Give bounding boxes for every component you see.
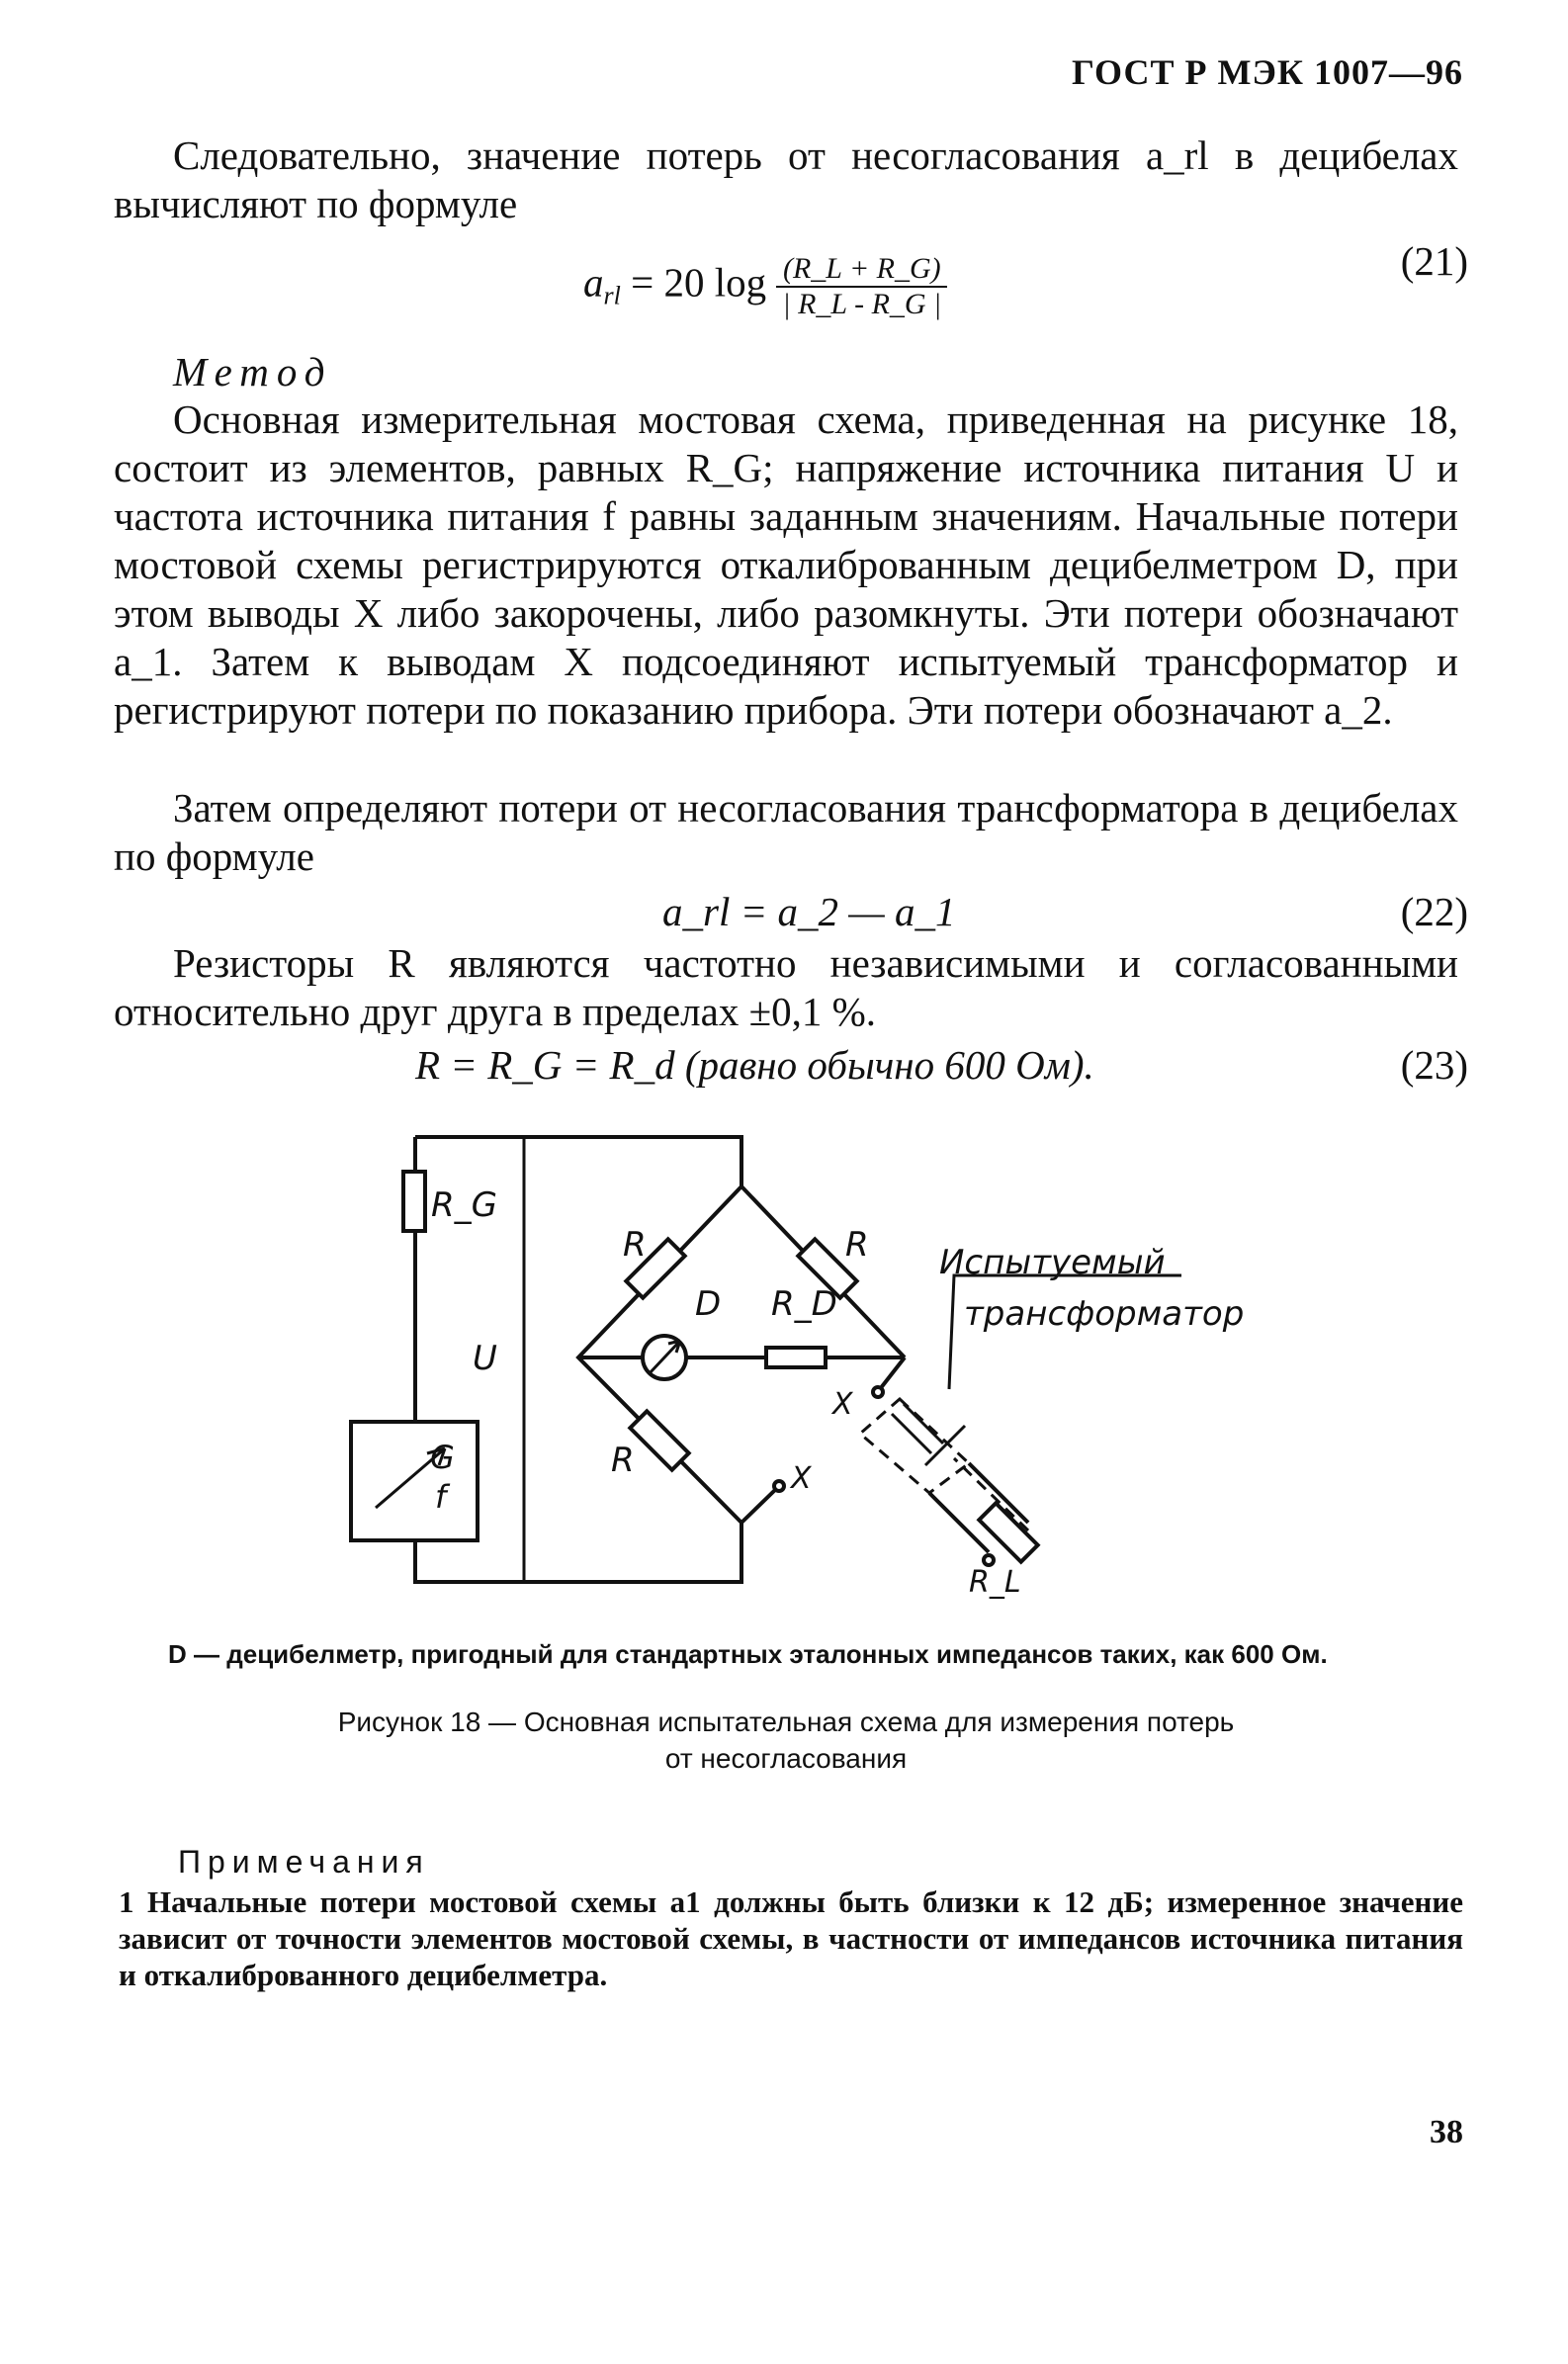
transformer-winding-1 [892, 1404, 943, 1453]
equation-22-number: (22) [1400, 889, 1468, 934]
paragraph-loss-formula-intro: Следовательно, значение потерь от несогласования a_rl в децибелах вычисляют по формуле [114, 132, 1458, 226]
paragraph-method-description: Основная измерительная мостовая схема, приведенная на рисунке 18, состоит из элементов, равных R_G; напряжение источника питания U и частота источника питания f равны заданным значениям. Начальные потери мостовой схемы регистрируются откалиброванным децибелметром D, при этом выводы X либо закорочены, либо разомкнуты. Эти потери обозначают a_1. Затем к выводам X подсоединяют испытуемый трансформатор и регистрируют потери по показанию прибора. Эти потери обозначают a_2. [114, 396, 1458, 733]
figure-caption-line2: от несогласования [664, 1743, 908, 1774]
equation-21 [583, 252, 947, 321]
meter-needle [649, 1341, 680, 1374]
equation-23: R = R_G = R_d (равно обычно 600 Ом). [415, 1042, 1094, 1088]
label-f: f [435, 1478, 447, 1516]
wire-top [415, 1137, 741, 1186]
label-rd: R_D [771, 1284, 837, 1324]
wire-bottom [415, 1523, 741, 1582]
label-u: U [473, 1339, 497, 1378]
notes-heading: Примечания [178, 1844, 430, 1880]
eq21-lhs: a [583, 259, 604, 306]
wire-x-top [880, 1357, 905, 1389]
label-tested-line1: Испытуемый [939, 1243, 1166, 1282]
eq21-mid: = 20 log [620, 259, 777, 306]
figure-caption-line1: Рисунок 18 — Основная испытательная схема для измерения потерь [337, 1707, 1235, 1737]
bridge-left-arms [578, 1186, 741, 1523]
equation-21-number: (21) [1400, 238, 1468, 284]
label-r-top-left: R [623, 1225, 647, 1265]
bridge-circuit-diagram [336, 1117, 1246, 1621]
resistor-r-bottom-left [630, 1411, 688, 1469]
eq21-denominator: | R_L - R_G | [782, 288, 942, 320]
resistor-rd [766, 1348, 826, 1367]
bridge-right-bottom-stub [741, 1489, 776, 1523]
label-r-bottom-left: R [611, 1441, 635, 1480]
terminal-x-bottom [774, 1481, 784, 1491]
label-x-bottom: X [791, 1461, 812, 1496]
resistor-rg [403, 1172, 425, 1231]
page-number: 38 [1430, 2114, 1463, 2150]
label-rl: R_L [969, 1565, 1021, 1600]
figure-legend-note: D — децибелметр, пригодный для стандартных эталонных импедансов таких, как 600 Ом. [168, 1639, 1328, 1669]
paragraph-mismatch-formula-intro: Затем определяют потери от несогласования трансформатора в децибелах по формуле [114, 785, 1458, 879]
eq21-fraction [776, 252, 947, 321]
equation-22: a_rl = a_2 — a_1 [662, 889, 956, 934]
label-d: D [695, 1284, 722, 1324]
document-code-header: ГОСТ Р МЭК 1007—96 [1072, 52, 1463, 92]
eq21-lhs-sub: rl [603, 281, 621, 310]
eq21-numerator: (R_L + R_G) [776, 252, 947, 288]
note-item-1: 1 Начальные потери мостовой схемы a1 должны быть близки к 12 дБ; измеренное значение зависит от точности элементов мостовой схемы, в частности от импедансов источника питания и откалиброванного децибелметра. [119, 1884, 1463, 1992]
method-heading: Метод [173, 349, 333, 394]
terminal-load [984, 1555, 994, 1565]
paragraph-resistors: Резисторы R являются частотно независимыми и согласованными относительно друг друга в пределах ±0,1 %. [114, 940, 1458, 1034]
label-tested-line2: трансформатор [964, 1294, 1245, 1334]
terminal-x-top [873, 1387, 883, 1397]
label-x-top: X [832, 1387, 853, 1422]
label-g: G [430, 1439, 455, 1476]
equation-23-number: (23) [1400, 1042, 1468, 1088]
label-r-top-right: R [845, 1225, 869, 1265]
label-rg: R_G [431, 1185, 497, 1225]
generator-box [351, 1422, 478, 1540]
